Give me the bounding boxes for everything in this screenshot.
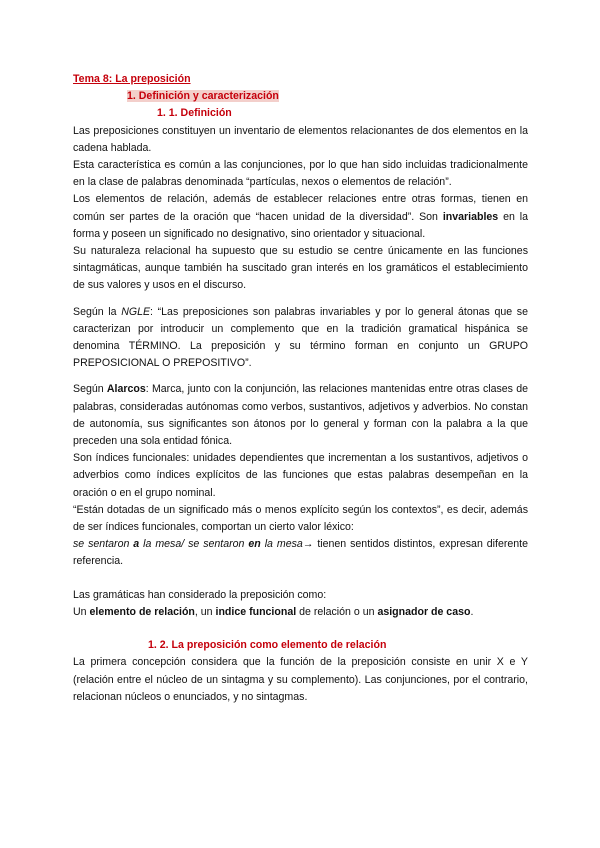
doc-title-text: Tema 8: La preposición [73, 73, 191, 85]
paragraph-example [73, 536, 528, 570]
elem-bold-indice: indice funcional [215, 605, 297, 618]
subsection-heading-1-1: 1. 1. Definición [157, 107, 232, 120]
spacer [73, 621, 528, 637]
example-bold-a: a [133, 538, 140, 551]
paragraph-ngle [73, 304, 528, 373]
elem-g: . [470, 605, 474, 618]
paragraph-alarcos-c: : Marca, junto con la conjunción, las relaciones mantenidas entre otras clases de palabras, consideradas autónomas como verbos, sustantivos, adjetivos y adverbios. No constan de autonomía, sus significantes son átonos por lo general y forman con la palabra a la que preceden una sola entidad fónica. [73, 383, 529, 448]
elem-e: de relación o un [296, 605, 378, 618]
subsection-heading-1-2: 1. 2. La preposición como elemento de relación [148, 639, 387, 652]
section-heading-1-text: 1. Definición y caracterización [127, 90, 279, 103]
paragraph-2: Esta característica es común a las conjunciones, por lo que han sido incluidas tradicionalmente en la clase de palabras denominada “partículas, nexos o elementos de relación”. [73, 159, 528, 189]
elem-bold-relacion: elemento de relación [89, 605, 195, 618]
paragraph-3-c: en la forma y poseen un significado no designativo, sino orientador y situacional. [73, 210, 528, 240]
paragraph-3-bold: invariables [442, 210, 499, 223]
paragraph-3 [73, 191, 528, 243]
paragraph-gramaticas: Las gramáticas han considerado la preposición como: [73, 588, 327, 601]
paragraph-concepcion: La primera concepción considera que la función de la preposición consiste en unir X e Y (relación entre el núcleo de un sintagma y su complemento). Las conjunciones, por el contrario, relacionan núcleos o enunciados, y no sintagmas. [73, 656, 528, 703]
elem-bold-asignador: asignador de caso [377, 605, 471, 618]
example-c: la mesa/ se sentaron [139, 538, 249, 551]
paragraph-alarcos-a: Según [73, 383, 107, 396]
paragraph-alarcos-bold: Alarcos [106, 383, 146, 396]
example-bold-en: en [248, 538, 261, 551]
elem-c: , un [194, 605, 216, 618]
elem-a: Un [73, 605, 90, 618]
example-a: se sentaron [73, 538, 134, 551]
section-heading-1 [127, 88, 528, 105]
spacer [73, 295, 528, 304]
paragraph-ngle-a: Según la [73, 305, 122, 318]
paragraph-ngle-italic: NGLE [121, 305, 151, 318]
paragraph-3-a: Los elementos de relación, además de establecer relaciones entre otras formas, tienen en común ser partes de la oración que “hacen unidad de la diversidad”. Son [73, 193, 528, 223]
spacer [73, 571, 528, 587]
doc-title [73, 71, 528, 88]
paragraph-4: Su naturaleza relacional ha supuesto que su estudio se centre únicamente en las funciones sintagmáticas, aunque también ha suscitado gran interés en los gramáticos el establecimiento de sus valores y usos en el discurso. [73, 245, 528, 292]
paragraph-alarcos [73, 381, 528, 450]
paragraph-elementos [73, 604, 528, 621]
document-body [73, 71, 528, 706]
example-e: la mesa [260, 538, 303, 551]
paragraph-ngle-c: : “Las preposiciones son palabras invariables y por lo general átonas que se caracterizan por introducir un complemento que en la tradición gramatical hispánica se denomina TÉRMINO. La preposición y su término forman en conjunto un GRUPO PREPOSICIONAL O PREPOSITIVO”. [73, 305, 528, 370]
spacer [73, 372, 528, 381]
example-f: → tienen sentidos distintos, expresan diferente referencia. [73, 538, 528, 568]
paragraph-indices: Son índices funcionales: unidades dependientes que incrementan a los sustantivos, adjetivos o adverbios como índices explícitos de las funciones que estas palabras desempeñan en la oración o en el grupo nominal. [73, 452, 528, 499]
paragraph-significado: “Están dotadas de un significado más o menos explícito según los contextos”, es decir, además de ser índices funcionales, comportan un cierto valor léxico: [73, 503, 528, 534]
paragraph-1: Las preposiciones constituyen un inventario de elementos relacionantes de dos elementos en la cadena hablada. [73, 124, 528, 154]
